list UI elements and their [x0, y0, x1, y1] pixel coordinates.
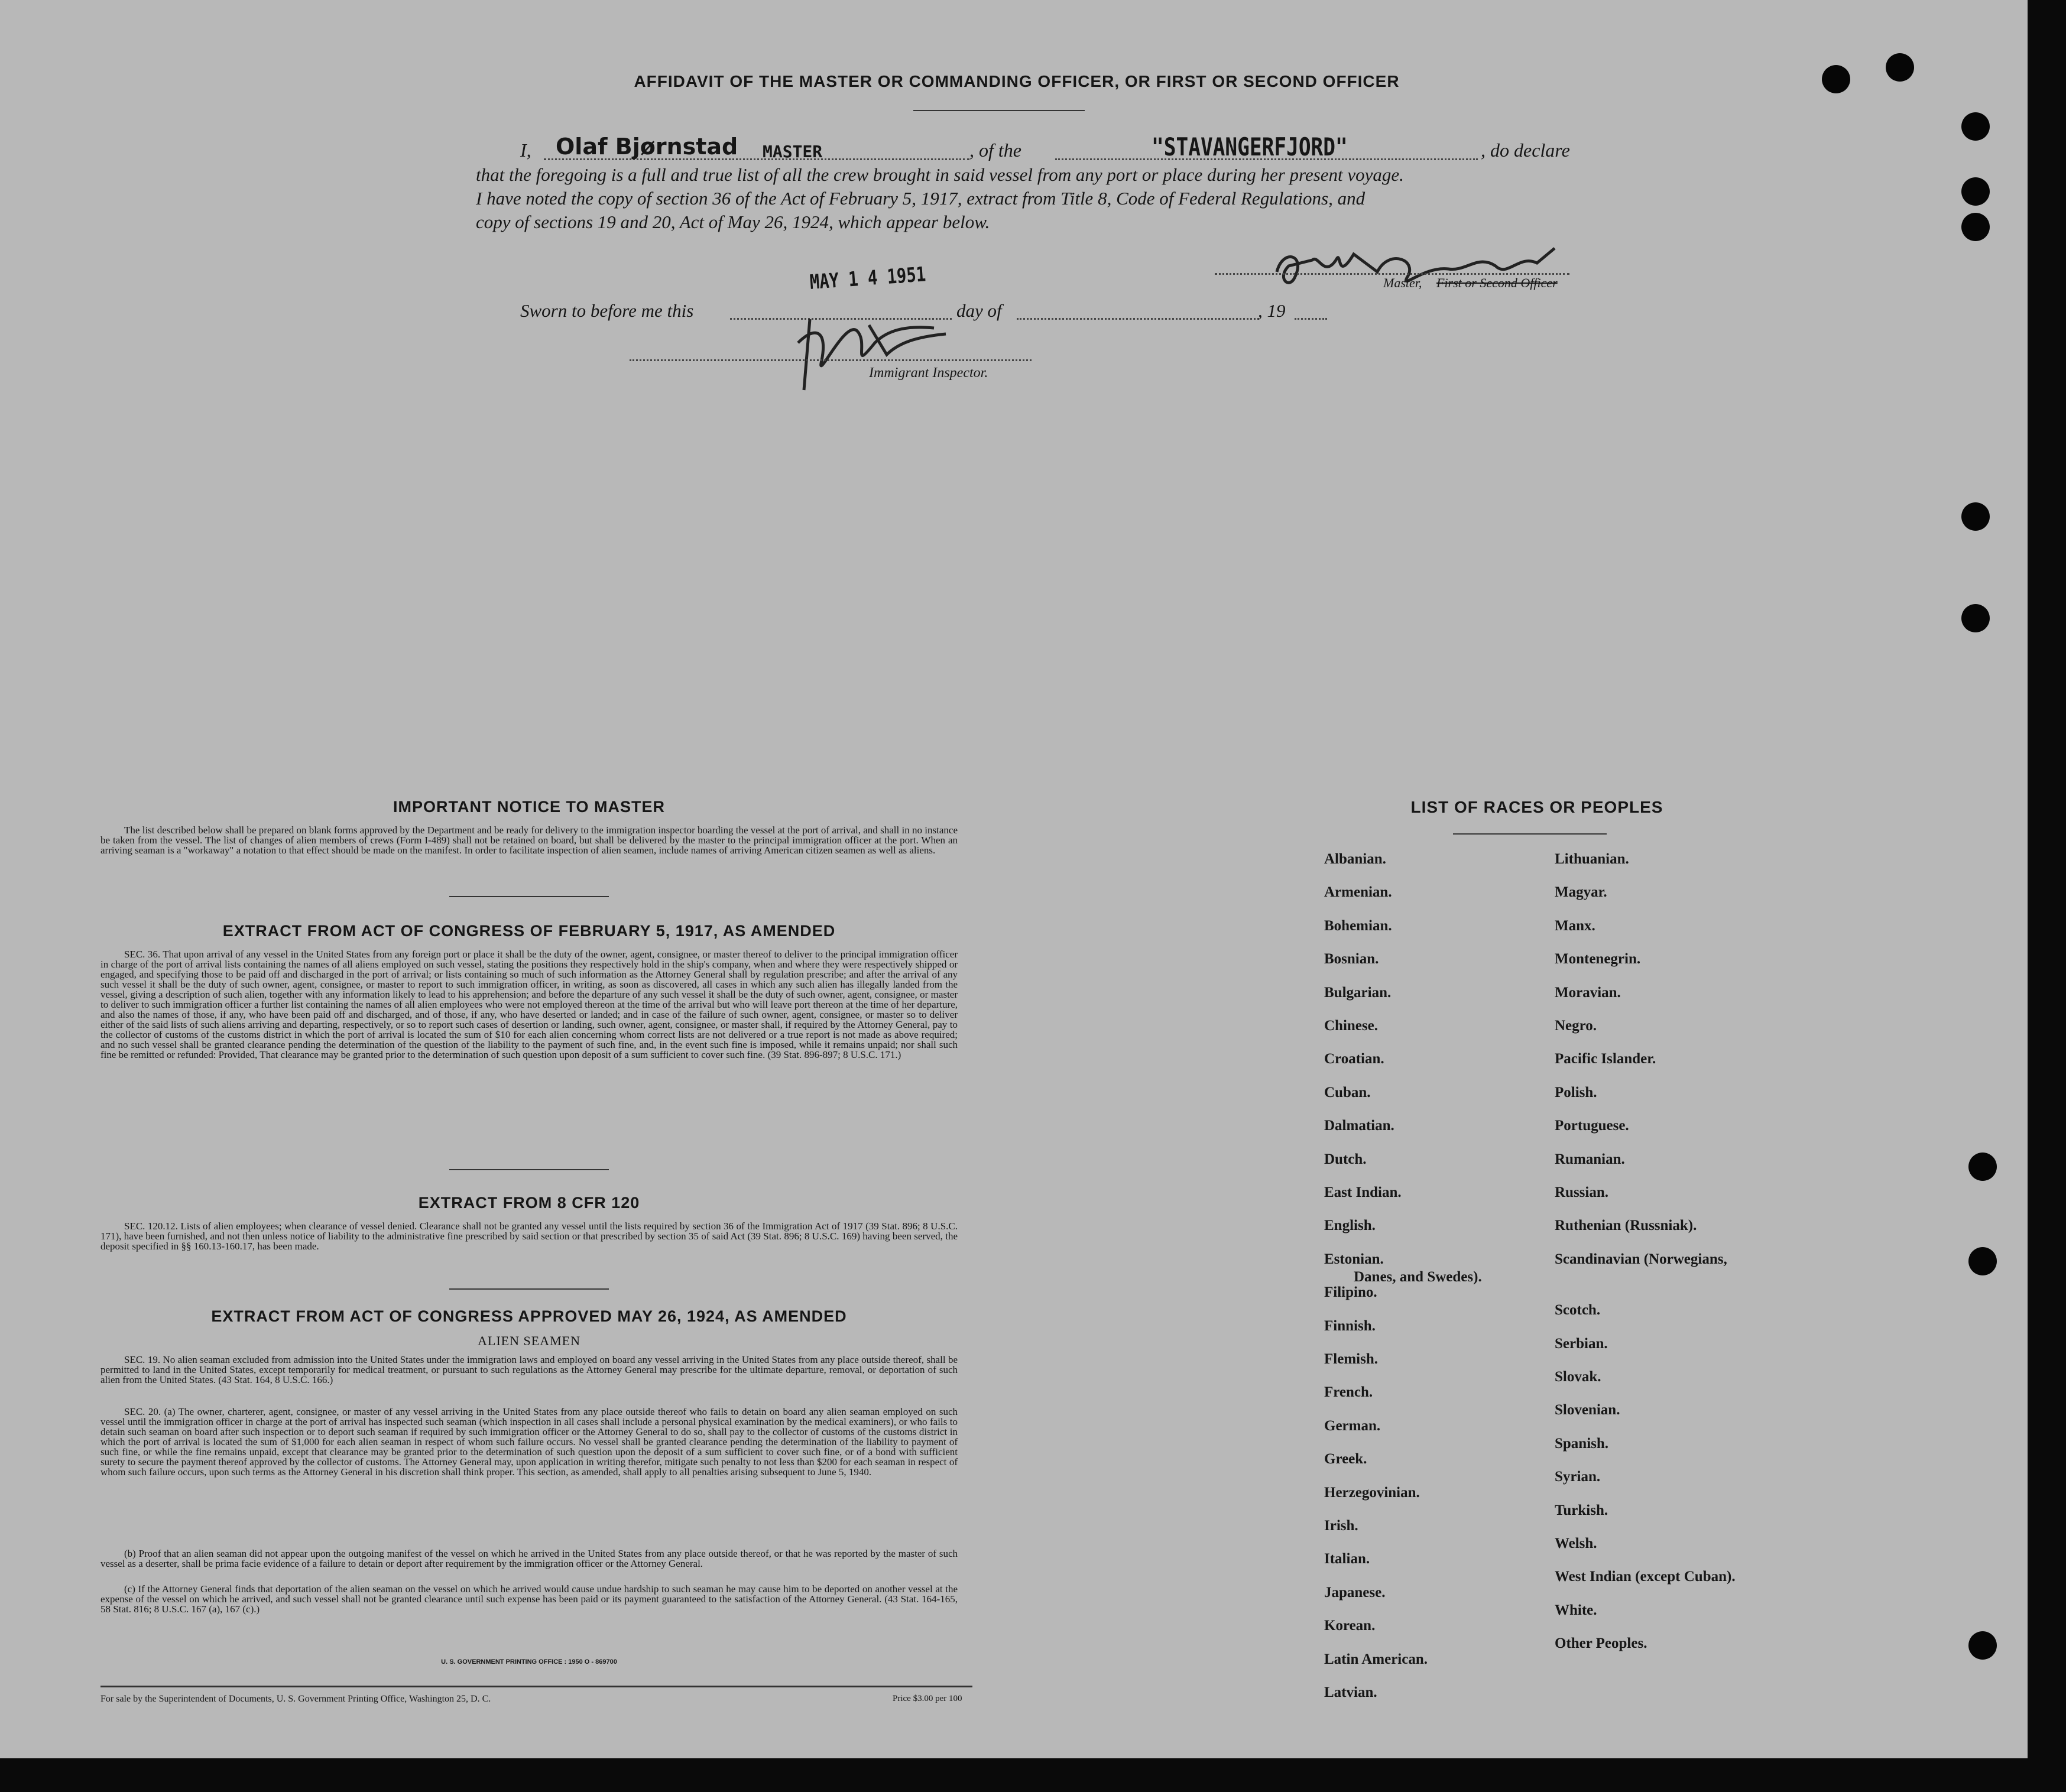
race-item: Filipino. — [1324, 1284, 1377, 1301]
master-caption: Master, — [1383, 275, 1422, 290]
of-the-label: , of the — [969, 139, 1021, 161]
master-signature — [1271, 236, 1578, 301]
divider — [449, 1169, 609, 1170]
divider — [449, 896, 609, 897]
officer-rank: MASTER — [763, 142, 823, 161]
punch-hole — [1961, 213, 1990, 241]
race-item: Negro. — [1555, 1018, 1597, 1034]
race-item: White. — [1555, 1602, 1597, 1618]
extract-cfr-title: EXTRACT FROM 8 CFR 120 — [418, 1194, 640, 1212]
race-item: Danes, and Swedes). — [1354, 1268, 1482, 1285]
declaration-line-3: copy of sections 19 and 20, Act of May 26, 1924, which appear below. — [476, 212, 990, 232]
race-item: Italian. — [1324, 1551, 1370, 1567]
inspector-caption: Immigrant Inspector. — [869, 365, 988, 381]
divider — [1453, 833, 1607, 835]
race-item: Flemish. — [1324, 1351, 1378, 1367]
race-item: Cuban. — [1324, 1084, 1371, 1100]
punch-hole — [1822, 65, 1850, 93]
race-item: Turkish. — [1555, 1502, 1608, 1518]
vessel-name: "STAVANGERFJORD" — [1152, 132, 1348, 161]
punch-hole — [1968, 1631, 1997, 1660]
race-item: Bosnian. — [1324, 951, 1379, 968]
race-item: Serbian. — [1555, 1335, 1608, 1352]
declaration-line-1: that the foregoing is a full and true list of all the crew brought in said vessel from any port or place during her present voyage. — [476, 164, 1404, 185]
race-item: Dalmatian. — [1324, 1118, 1394, 1134]
month-line — [1017, 318, 1259, 320]
race-item: English. — [1324, 1218, 1376, 1234]
race-item: Slovenian. — [1555, 1402, 1620, 1418]
race-item: Croatian. — [1324, 1051, 1384, 1067]
footer-sale: For sale by the Superintendent of Documents, U. S. Government Printing Office, Washington 25, D. C. — [100, 1694, 491, 1704]
race-item: West Indian (except Cuban). — [1555, 1569, 1736, 1585]
race-item: East Indian. — [1324, 1184, 1402, 1200]
master-signature-line — [1215, 273, 1569, 275]
race-item: Russian. — [1555, 1184, 1609, 1200]
race-item: Rumanian. — [1555, 1151, 1625, 1167]
year-label: , 19 — [1258, 300, 1286, 321]
affidavit-title: AFFIDAVIT OF THE MASTER OR COMMANDING OFFICER, OR FIRST OR SECOND OFFICER — [634, 72, 1400, 90]
extract-1924-subtitle: ALIEN SEAMEN — [478, 1333, 580, 1348]
races-title: LIST OF RACES OR PEOPLES — [1410, 798, 1663, 816]
race-item: Manx. — [1555, 917, 1595, 934]
race-item: Pacific Islander. — [1555, 1051, 1656, 1067]
punch-hole — [1961, 502, 1990, 531]
race-item: Slovak. — [1555, 1369, 1601, 1385]
i-label: I, — [520, 139, 531, 161]
sworn-label: Sworn to before me this — [520, 300, 694, 321]
struck-officer-caption: First or Second Officer — [1436, 275, 1558, 290]
race-item: Bulgarian. — [1324, 984, 1392, 1001]
race-item: Syrian. — [1555, 1469, 1601, 1485]
race-item: Scandinavian (Norwegians, — [1555, 1251, 1727, 1267]
officer-name: Olaf Bjørnstad — [556, 134, 738, 160]
extract-1924-sec20b: (b) Proof that an alien seaman did not appear upon the outgoing manifest of the vessel on which he arrived in the United States from any place outside thereof, or that he was reported by the master of such vessel as a deserter, shall be prima facie evidence of a failure to detain or deport after requirement by the immigration officer or the Attorney General. — [100, 1548, 958, 1569]
inspector-signature — [780, 307, 958, 396]
race-item: Bohemian. — [1324, 917, 1392, 934]
race-item: Chinese. — [1324, 1018, 1378, 1034]
punch-hole — [1968, 1153, 1997, 1181]
do-declare-label: , do declare — [1481, 139, 1570, 161]
declaration-line-2: I have noted the copy of section 36 of the Act of February 5, 1917, extract from Title 8, Code of Federal Regulations, and — [476, 188, 1366, 209]
extract-1924-sec20a: SEC. 20. (a) The owner, charterer, agent, consignee, or master of any vessel arriving in the United States from any place outside thereof who fails to detain on board any alien seaman employed on such vessel until the immigration officer in charge at the port of arrival has inspected such seaman (which inspection in all cases shall include a personal physical examination by the medical examiners), or who fails to detain such seaman on board after such inspection or to deport such seaman if required by such immigration officer or the Attorney General to do so, shall pay to the collector of customs of the customs district in which the port of arrival is located the sum of $1,000 for each alien seaman in respect of whom such failure occurs. No vessel shall be granted clearance pending the determination of the liability to payment of such fine, or while the fine remains unpaid, except that clearance may be granted prior to the determination of such question upon the deposit of a sum sufficient to cover such fine, or of a bond with sufficient surety to secure the payment thereof approved by the collector of customs. The Attorney General may, upon application in writing therefor, mitigate such penalty to not less than $200 for each seaman in respect of whom such failure occurs, upon such terms as the Attorney General in his discretion shall think proper. This section, as amended, shall apply to all penalties arising subsequent to June 5, 1940. — [100, 1406, 958, 1478]
year-line — [1295, 318, 1327, 320]
race-item: Polish. — [1555, 1084, 1597, 1100]
race-item: Estonian. — [1324, 1251, 1384, 1267]
gpo-imprint: U. S. GOVERNMENT PRINTING OFFICE : 1950 O - 869700 — [441, 1658, 617, 1666]
race-item: Latin American. — [1324, 1651, 1428, 1667]
race-item: Korean. — [1324, 1618, 1376, 1634]
divider — [913, 110, 1085, 111]
inspector-signature-line — [630, 359, 1032, 361]
day-of-label: day of — [956, 300, 1002, 321]
punch-hole — [1886, 53, 1914, 82]
punch-hole — [1961, 177, 1990, 206]
extract-cfr-body: SEC. 120.12. Lists of alien employees; when clearance of vessel denied. Clearance shall not be granted any vessel until the lists required by section 36 of the Immigration Act of 1917 (39 Stat. 896; 8 U.S.C. 171), have been furnished, and not then unless notice of liability to the administrative fine prescribed by said section or that prescribed by section 35 of said Act (39 Stat. 896; 8 U.S.C. 169) having been served, the deposit specified in §§ 160.13-160.17, has been made. — [100, 1220, 958, 1252]
race-item: Other Peoples. — [1555, 1635, 1647, 1652]
race-item: Dutch. — [1324, 1151, 1367, 1167]
punch-hole — [1961, 112, 1990, 141]
footer-rule — [100, 1686, 972, 1687]
extract-1917-body: SEC. 36. That upon arrival of any vessel in the United States from any foreign port or place it shall be the duty of the owner, agent, consignee, or master thereof to deliver to the principal immigration officer in charge of the port of arrival lists containing the names of all aliens employed on such vessel, stating the positions they respectively hold in the ship's company, when and where they were respectively shipped or engaged, and specifying those to be paid off and discharged in the port of arrival; or lists containing so much of such information as the Attorney General shall by regulation prescribe; and after the arrival of any such vessel it shall be the duty of such owner, agent, consignee, or master to report to such immigration officer, in writing, as soon as discovered, all cases in which any such alien has illegally landed from the vessel, giving a description of such alien, together with any information likely to lead to his apprehension; and before the departure of any such vessel it shall be the duty of such owner, agent, consignee, or master to deliver to such immigration officer a further list containing the names of all alien employees who were not employed thereon at the time of the arrival but who will leave port thereon at the time of her departure, and also the names of those, if any, who have been paid off and discharged, and of those, if any, who have deserted or landed; and in case of the failure of such owner, agent, consignee, or master so to deliver either of the said lists of such aliens arriving and departing, respectively, or so to report such cases of desertion or landing, such owner, agent, consignee, or master shall, if required by the Attorney General, pay to the collector of customs of the customs district in which the port of arrival is located the sum of $10 for each alien concerning whom correct lists are not delivered or a true report is not made as above required; and no such vessel shall be granted clearance pending the determination of the question of the liability to the payment of such fine, and, in the event such fine is imposed, while it remains unpaid; nor shall such fine be remitted or refunded: Provided, That clearance may be granted prior to the determination of such question upon deposit of a sum sufficient to cover such fine. (39 Stat. 896-897; 8 U.S.C. 171.) — [100, 949, 958, 1060]
punch-hole — [1961, 604, 1990, 632]
punch-hole — [1968, 1247, 1997, 1275]
extract-1924-title: EXTRACT FROM ACT OF CONGRESS APPROVED MAY 26, 1924, AS AMENDED — [211, 1307, 847, 1325]
race-item: Albanian. — [1324, 851, 1386, 867]
notice-body: The list described below shall be prepared on blank forms approved by the Department and be ready for delivery to the immigration inspector boarding the vessel at the port of arrival, and shall in no instance be taken from the vessel. The list of changes of alien members of crews (Form I-489) shall not be retained on board, but shall be delivered by the master to the principal immigration officer at the port. When an arriving seaman is a "workaway" a notation to that effect should be made on the manifest. In order to facilitate inspection of alien seamen, include names of arriving American citizen seamen as well as aliens. — [100, 824, 958, 856]
race-item: Moravian. — [1555, 984, 1621, 1001]
extract-1924-sec19: SEC. 19. No alien seaman excluded from admission into the United States under the immigration laws and employed on board any vessel arriving in the United States from any place outside thereof, shall be permitted to land in the United States, except temporarily for medical treatment, or pursuant to such regulations as the Attorney General may prescribe for the ultimate departure, removal, or deportation of such alien from the United States. (43 Stat. 164, 8 U.S.C. 166.) — [100, 1354, 958, 1385]
footer-price: Price $3.00 per 100 — [893, 1694, 962, 1703]
race-item: Scotch. — [1555, 1302, 1601, 1319]
race-item: Lithuanian. — [1555, 851, 1629, 867]
extract-1917-title: EXTRACT FROM ACT OF CONGRESS OF FEBRUARY 5, 1917, AS AMENDED — [222, 922, 836, 940]
race-item: Latvian. — [1324, 1684, 1377, 1700]
race-item: Irish. — [1324, 1518, 1358, 1534]
race-item: Ruthenian (Russniak). — [1555, 1218, 1697, 1234]
race-item: German. — [1324, 1417, 1381, 1434]
race-item: Montenegrin. — [1555, 951, 1641, 968]
race-item: Magyar. — [1555, 884, 1607, 901]
race-item: French. — [1324, 1384, 1373, 1401]
race-item: Japanese. — [1324, 1584, 1386, 1601]
race-item: Welsh. — [1555, 1535, 1597, 1551]
race-item: Armenian. — [1324, 884, 1392, 901]
date-stamp: MAY 1 4 1951 — [809, 262, 927, 294]
race-item: Greek. — [1324, 1451, 1367, 1468]
race-item: Finnish. — [1324, 1317, 1376, 1334]
race-item: Portuguese. — [1555, 1118, 1629, 1134]
divider — [449, 1288, 609, 1290]
race-item: Spanish. — [1555, 1435, 1609, 1452]
notice-title: IMPORTANT NOTICE TO MASTER — [393, 798, 665, 816]
race-item: Herzegovinian. — [1324, 1484, 1420, 1501]
extract-1924-sec20c: (c) If the Attorney General finds that deportation of the alien seaman on the vessel on which he arrived would cause undue hardship to such seaman he may cause him to be deported on another vessel at the expense of the vessel on which he arrived, and such vessel shall not be granted clearance until such expense has been paid or its payment guaranteed to the satisfaction of the Attorney General. (43 Stat. 164-165, 58 Stat. 816; 8 U.S.C. 167 (a), 167 (c).) — [100, 1583, 958, 1615]
